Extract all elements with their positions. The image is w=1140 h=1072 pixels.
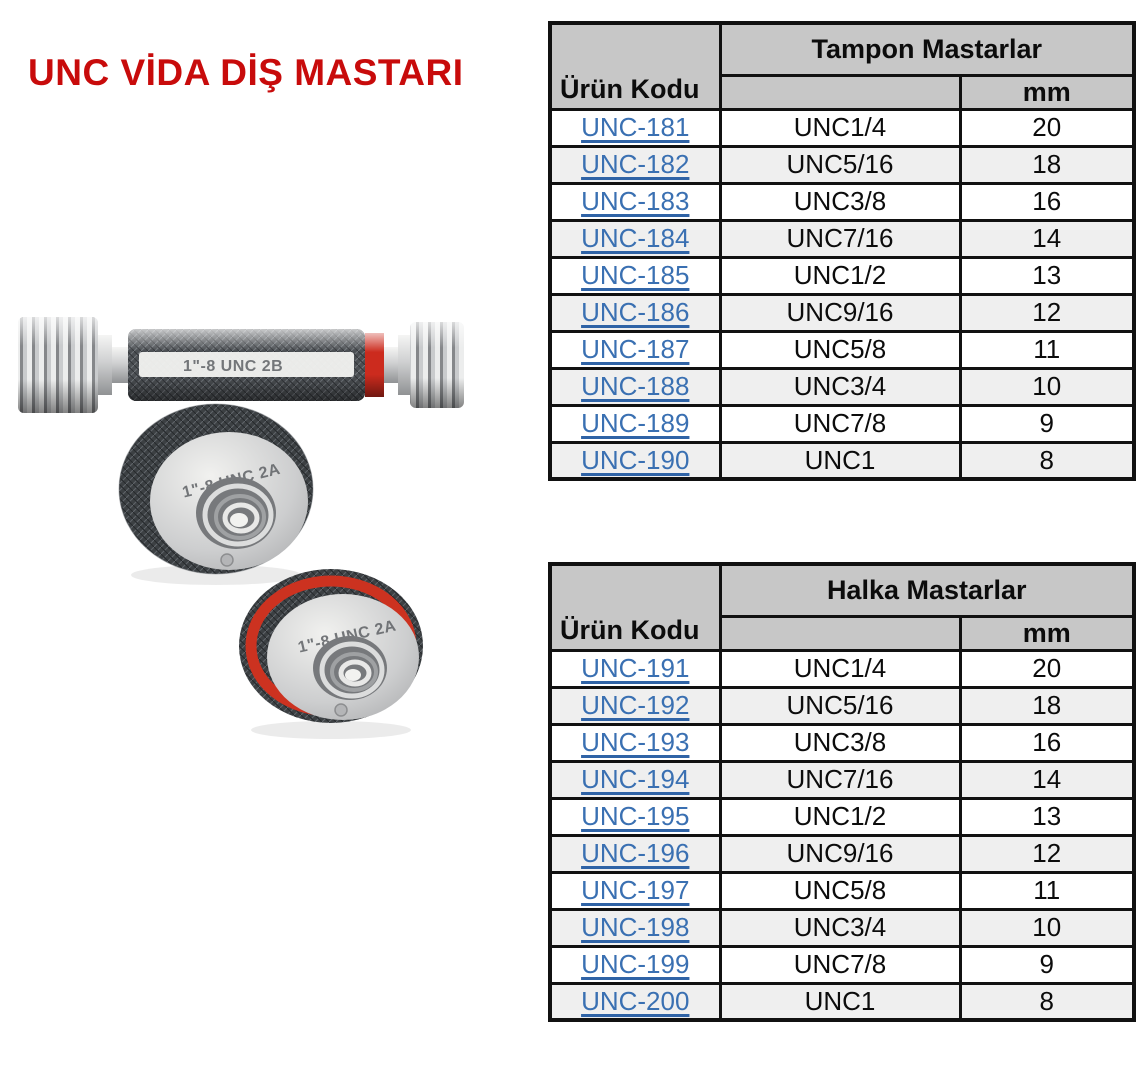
product-code-link[interactable]: UNC-196: [581, 838, 690, 868]
thread-size-cell: UNC9/16: [720, 835, 960, 872]
nogo-ring-gauge-drawing: [239, 569, 423, 739]
thread-size-cell: UNC1: [720, 983, 960, 1020]
mm-value-cell: 14: [960, 220, 1134, 257]
mm-value-cell: 9: [960, 405, 1134, 442]
product-code-link[interactable]: UNC-186: [581, 297, 690, 327]
mm-value-cell: 10: [960, 909, 1134, 946]
thread-size-cell: UNC3/8: [720, 724, 960, 761]
thread-size-cell: UNC5/16: [720, 146, 960, 183]
nogo-ring-logo-mark: [335, 704, 347, 716]
product-code-link[interactable]: UNC-185: [581, 260, 690, 290]
thread-size-cell: UNC7/8: [720, 946, 960, 983]
mm-value-cell: 8: [960, 983, 1134, 1020]
product-code-cell: [550, 257, 720, 294]
product-code-cell: [550, 724, 720, 761]
mm-value-cell: 12: [960, 294, 1134, 331]
page-title: UNC VİDA DİŞ MASTARI: [28, 52, 464, 93]
ring-gauges-image: [105, 400, 545, 745]
thread-size-cell: UNC5/8: [720, 872, 960, 909]
product-code-link[interactable]: UNC-200: [581, 985, 690, 1016]
product-code-cell: [550, 331, 720, 368]
product-code-cell: [550, 687, 720, 724]
left-collar: [98, 335, 112, 395]
product-code-cell: [550, 442, 720, 479]
product-code-link[interactable]: UNC-181: [581, 112, 690, 142]
mm-value-cell: 13: [960, 257, 1134, 294]
left-shaft: [112, 347, 128, 383]
right-shaft: [384, 347, 398, 383]
nogo-ring-threaded-hole: [313, 636, 387, 700]
mm-value-cell: 11: [960, 872, 1134, 909]
table-title-halka: Halka Mastarlar: [720, 564, 1134, 616]
product-code-cell: [550, 109, 720, 146]
table-row: [550, 442, 1134, 479]
table-row: [550, 294, 1134, 331]
mm-value-cell: 10: [960, 368, 1134, 405]
table-row: [550, 146, 1134, 183]
product-code-link[interactable]: UNC-193: [581, 727, 690, 757]
table-row: [550, 909, 1134, 946]
mm-value-cell: 13: [960, 798, 1134, 835]
mm-value-cell: 14: [960, 761, 1134, 798]
product-code-cell: [550, 368, 720, 405]
product-code-link[interactable]: UNC-192: [581, 690, 690, 720]
go-ring-marking: 1"-8 2A: [180, 460, 283, 502]
thread-size-cell: UNC9/16: [720, 294, 960, 331]
product-code-link[interactable]: UNC-197: [581, 875, 690, 905]
table-row: [550, 109, 1134, 146]
go-ring-threaded-hole: [196, 477, 276, 549]
table-row: [550, 835, 1134, 872]
product-code-cell: [550, 761, 720, 798]
table-row: [550, 368, 1134, 405]
plug-gauge-marking: 1"-8 UNC 2B: [183, 358, 284, 375]
product-code-cell: [550, 872, 720, 909]
product-code-cell: [550, 798, 720, 835]
column-header-urun-kodu: Ürün Kodu: [550, 23, 720, 109]
thread-size-cell: UNC1: [720, 442, 960, 479]
table-row: [550, 798, 1134, 835]
product-code-link[interactable]: UNC-188: [581, 371, 690, 401]
thread-size-cell: UNC3/4: [720, 368, 960, 405]
table-row: [550, 405, 1134, 442]
nogo-ring-marking: 1"-8 UNC 2A: [296, 617, 398, 657]
mm-value-cell: 18: [960, 687, 1134, 724]
thread-size-cell: UNC1/4: [720, 650, 960, 687]
thread-size-cell: UNC1/2: [720, 798, 960, 835]
table-row: [550, 983, 1134, 1020]
table-row: [550, 257, 1134, 294]
table-row: [550, 331, 1134, 368]
table-row: [550, 761, 1134, 798]
product-code-link[interactable]: UNC-194: [581, 764, 690, 794]
halka-table-body: [550, 650, 1134, 1020]
product-code-cell: [550, 405, 720, 442]
product-code-link[interactable]: UNC-189: [581, 408, 690, 438]
product-code-link[interactable]: UNC-184: [581, 223, 690, 253]
product-code-link[interactable]: UNC-191: [581, 653, 690, 683]
mm-value-cell: 11: [960, 331, 1134, 368]
column-header-mm: mm: [960, 616, 1134, 650]
thread-size-cell: UNC7/16: [720, 220, 960, 257]
mm-value-cell: 20: [960, 650, 1134, 687]
product-code-link[interactable]: UNC-199: [581, 949, 690, 979]
mm-value-cell: 12: [960, 835, 1134, 872]
product-code-cell: [550, 909, 720, 946]
product-code-link[interactable]: UNC-190: [581, 444, 690, 475]
thread-size-cell: UNC5/8: [720, 331, 960, 368]
mm-value-cell: 9: [960, 946, 1134, 983]
table-row: [550, 687, 1134, 724]
product-code-cell: [550, 983, 720, 1020]
thread-size-cell: UNC7/16: [720, 761, 960, 798]
mm-value-cell: 16: [960, 724, 1134, 761]
product-code-cell: [550, 835, 720, 872]
mm-value-cell: 18: [960, 146, 1134, 183]
tampon-table-body: [550, 109, 1134, 479]
table-row: [550, 220, 1134, 257]
column-header-mm: mm: [960, 75, 1134, 109]
product-code-cell: [550, 294, 720, 331]
product-code-cell: [550, 650, 720, 687]
right-collar: [398, 335, 410, 395]
empty-header-cell: [720, 75, 960, 109]
table-row: [550, 650, 1134, 687]
product-code-cell: [550, 220, 720, 257]
thread-size-cell: UNC1/2: [720, 257, 960, 294]
go-ring-gauge-drawing: [119, 404, 313, 585]
halka-mastarlar-table: [548, 562, 1136, 1022]
table-row: [550, 183, 1134, 220]
plug-gauge-drawing: [18, 317, 464, 413]
column-header-urun-kodu: Ürün Kodu: [550, 564, 720, 650]
empty-header-cell: [720, 616, 960, 650]
product-code-link[interactable]: UNC-195: [581, 801, 690, 831]
product-code-cell: [550, 946, 720, 983]
thread-size-cell: UNC1/4: [720, 109, 960, 146]
table-row: [550, 724, 1134, 761]
product-code-cell: [550, 146, 720, 183]
product-code-link[interactable]: UNC-187: [581, 334, 690, 364]
thread-size-cell: UNC3/4: [720, 909, 960, 946]
product-code-cell: [550, 183, 720, 220]
thread-size-cell: UNC5/16: [720, 687, 960, 724]
table-row: [550, 872, 1134, 909]
tampon-mastarlar-table: [548, 21, 1136, 481]
mm-value-cell: 8: [960, 442, 1134, 479]
go-ring-logo-mark: [221, 554, 233, 566]
table-title-tampon: Tampon Mastarlar: [720, 23, 1134, 75]
mm-value-cell: 16: [960, 183, 1134, 220]
table-row: [550, 946, 1134, 983]
mm-value-cell: 20: [960, 109, 1134, 146]
thread-size-cell: UNC7/8: [720, 405, 960, 442]
product-code-link[interactable]: UNC-183: [581, 186, 690, 216]
product-code-link[interactable]: UNC-182: [581, 149, 690, 179]
thread-size-cell: UNC3/8: [720, 183, 960, 220]
product-code-link[interactable]: UNC-198: [581, 912, 690, 942]
